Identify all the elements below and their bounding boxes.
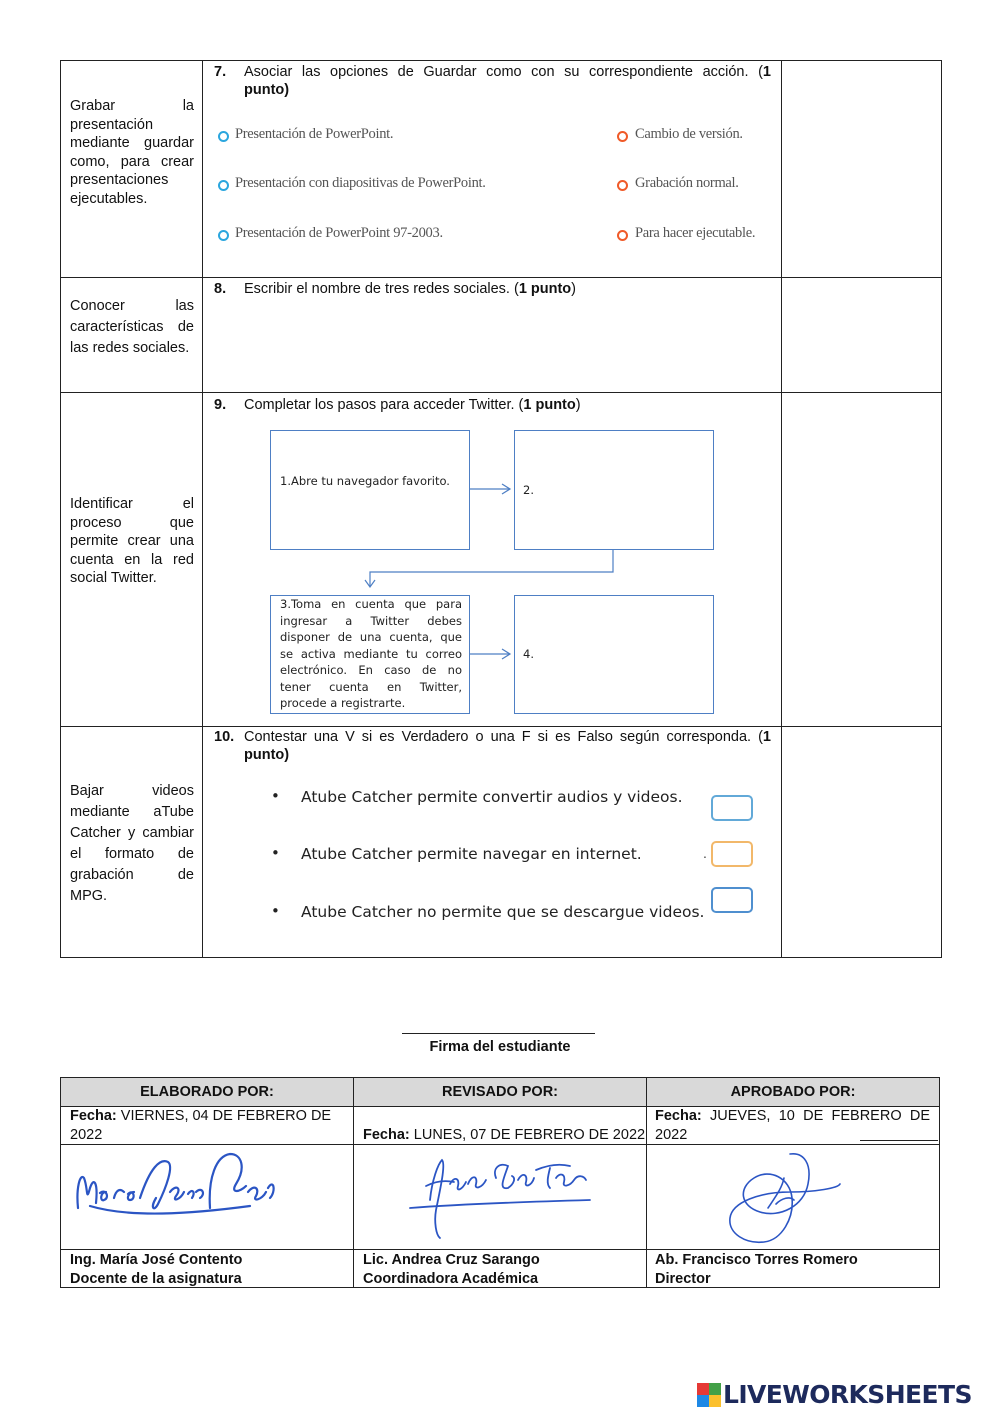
date-revisado bbox=[363, 1126, 648, 1145]
q9-obj-line: permite crear una bbox=[70, 533, 194, 549]
signer-role: Director bbox=[655, 1270, 711, 1287]
q7-obj-line: ejecutables. bbox=[70, 190, 148, 207]
watermark-text: LIVEWORKSHEETS bbox=[723, 1380, 972, 1409]
signature-label: Firma del estudiante bbox=[429, 1039, 571, 1055]
date-value: LUNES, 07 DE FEBRERO DE 2022 bbox=[413, 1127, 646, 1143]
q10-number: 10. bbox=[214, 729, 235, 745]
q7-obj-line: mediante guardar bbox=[70, 135, 194, 151]
q10-obj-line: grabación de MPG. bbox=[70, 867, 194, 904]
signer-revisado bbox=[363, 1251, 540, 1288]
q10-instruction bbox=[244, 728, 771, 764]
date-underline bbox=[860, 1140, 938, 1141]
flow-step-4-text: 4. bbox=[523, 647, 534, 661]
q8-obj-line: Conocer las bbox=[70, 298, 194, 314]
signer-name: Ab. Francisco Torres Romero bbox=[655, 1252, 858, 1268]
q10-obj-line: Catcher y cambiar bbox=[70, 825, 194, 841]
q10-points-unit: punto) bbox=[244, 747, 290, 763]
q9-obj-line: Identificar el bbox=[70, 496, 194, 512]
fecha-label: Fecha: bbox=[363, 1127, 410, 1143]
signer-name: Ing. María José Contento bbox=[70, 1252, 243, 1268]
q8-points: 1 punto bbox=[518, 281, 572, 297]
fecha-label: Fecha: bbox=[70, 1108, 117, 1124]
flow-step-2-text: 2. bbox=[523, 483, 534, 497]
q8-obj-line: características de bbox=[70, 319, 194, 335]
signature-contento bbox=[70, 1148, 280, 1228]
q9-obj-line: cuenta en la red bbox=[70, 551, 194, 568]
q10-obj-line: Bajar videos bbox=[70, 783, 194, 799]
live-badge-icon bbox=[697, 1383, 721, 1407]
q7-right-option: Cambio de versión. bbox=[635, 126, 743, 142]
q9-obj-line: social Twitter. bbox=[70, 570, 157, 586]
signature-torres bbox=[720, 1148, 850, 1248]
flow-step-2[interactable] bbox=[514, 430, 714, 550]
q9-points: 1 punto bbox=[523, 397, 576, 413]
signer-role: Docente de la asignatura bbox=[70, 1270, 242, 1287]
header-elaborado: ELABORADO POR: bbox=[140, 1084, 274, 1100]
signature-line bbox=[402, 1033, 595, 1034]
q8-number: 8. bbox=[214, 281, 227, 297]
answer-box-1[interactable] bbox=[711, 795, 753, 821]
q7-obj-line: como, para crear bbox=[70, 153, 194, 170]
q7-right-option: Grabación normal. bbox=[635, 175, 739, 191]
q9-instruction-text: Completar los pasos para acceder Twitter. ( bbox=[244, 397, 524, 413]
q7-points: 1 bbox=[762, 64, 771, 80]
approval-col-divider-2 bbox=[646, 1077, 647, 1288]
q9-obj-line: proceso que bbox=[70, 514, 194, 531]
header-revisado: REVISADO POR: bbox=[441, 1084, 558, 1100]
flow-step-3-text: 3.Toma en cuenta que para ingresar a Twitter debes disponer de una cuenta, que se activa mediante tu correo electrónico. En caso de no tener cuenta en Twitter, procede a registrarte. bbox=[280, 597, 462, 710]
date-elaborado bbox=[70, 1107, 332, 1145]
signature-cruz bbox=[400, 1150, 600, 1245]
header-aprobado: APROBADO POR: bbox=[730, 1084, 856, 1100]
q10-statement: • Atube Catcher permite convertir audios y videos. bbox=[301, 788, 683, 806]
q10-objective bbox=[70, 781, 194, 907]
q10-obj-line: el formato de bbox=[70, 846, 194, 862]
approval-col-divider-1 bbox=[353, 1077, 354, 1288]
flow-step-1-text: 1.Abre tu navegador favorito. bbox=[280, 474, 450, 488]
q7-number: 7. bbox=[214, 64, 227, 80]
signer-elaborado bbox=[70, 1251, 242, 1288]
q7-left-option: Presentación de PowerPoint. bbox=[235, 126, 394, 142]
q7-right-option: Para hacer ejecutable. bbox=[635, 225, 756, 241]
q7-left-option: Presentación con diapositivas de PowerPoint. bbox=[235, 175, 486, 191]
flow-step-1 bbox=[270, 430, 470, 550]
answer-box-3[interactable] bbox=[711, 887, 753, 913]
q10-statement: • Atube Catcher no permite que se descargue videos. bbox=[301, 903, 704, 921]
connector-line bbox=[370, 549, 613, 586]
q7-left-option: Presentación de PowerPoint 97-2003. bbox=[235, 225, 443, 241]
signer-role: Coordinadora Académica bbox=[363, 1270, 539, 1287]
flow-step-4[interactable] bbox=[514, 595, 714, 714]
date-value: JUEVES, 10 DE FEBRERO DE 2022 bbox=[655, 1108, 930, 1143]
q7-obj-line: presentación bbox=[70, 116, 154, 133]
q10-instruction-text: Contestar una V si es Verdadero o una F si es Falso según corresponda. ( bbox=[244, 729, 763, 745]
fecha-label: Fecha: bbox=[655, 1108, 702, 1124]
flow-step-3 bbox=[270, 595, 470, 714]
signer-aprobado bbox=[655, 1251, 858, 1288]
q7-obj-line: Grabar la bbox=[70, 98, 194, 114]
q7-points-unit: punto) bbox=[244, 82, 290, 98]
q10-points: 1 bbox=[762, 729, 771, 745]
date-value: VIERNES, 04 DE FEBRERO DE 2022 bbox=[70, 1108, 332, 1143]
q10-obj-line: mediante aTube bbox=[70, 804, 194, 820]
q8-obj-line: las redes sociales. bbox=[70, 340, 190, 356]
q9-instruction-end: ) bbox=[575, 397, 581, 413]
q10-statement: • Atube Catcher permite navegar en internet. bbox=[301, 845, 642, 863]
answer-box-2[interactable] bbox=[711, 841, 753, 867]
q8-instruction-text: Escribir el nombre de tres redes sociales. ( bbox=[244, 281, 519, 297]
q7-obj-line: presentaciones bbox=[70, 172, 169, 188]
approval-row-divider-3 bbox=[60, 1249, 940, 1250]
q7-instruction-text: Asociar las opciones de Guardar como con su correspondiente acción. ( bbox=[244, 64, 763, 80]
q9-number: 9. bbox=[214, 397, 227, 413]
stray-dot: . bbox=[703, 845, 707, 861]
signer-name: Lic. Andrea Cruz Sarango bbox=[363, 1252, 540, 1268]
q8-instruction-end: ) bbox=[571, 281, 577, 297]
